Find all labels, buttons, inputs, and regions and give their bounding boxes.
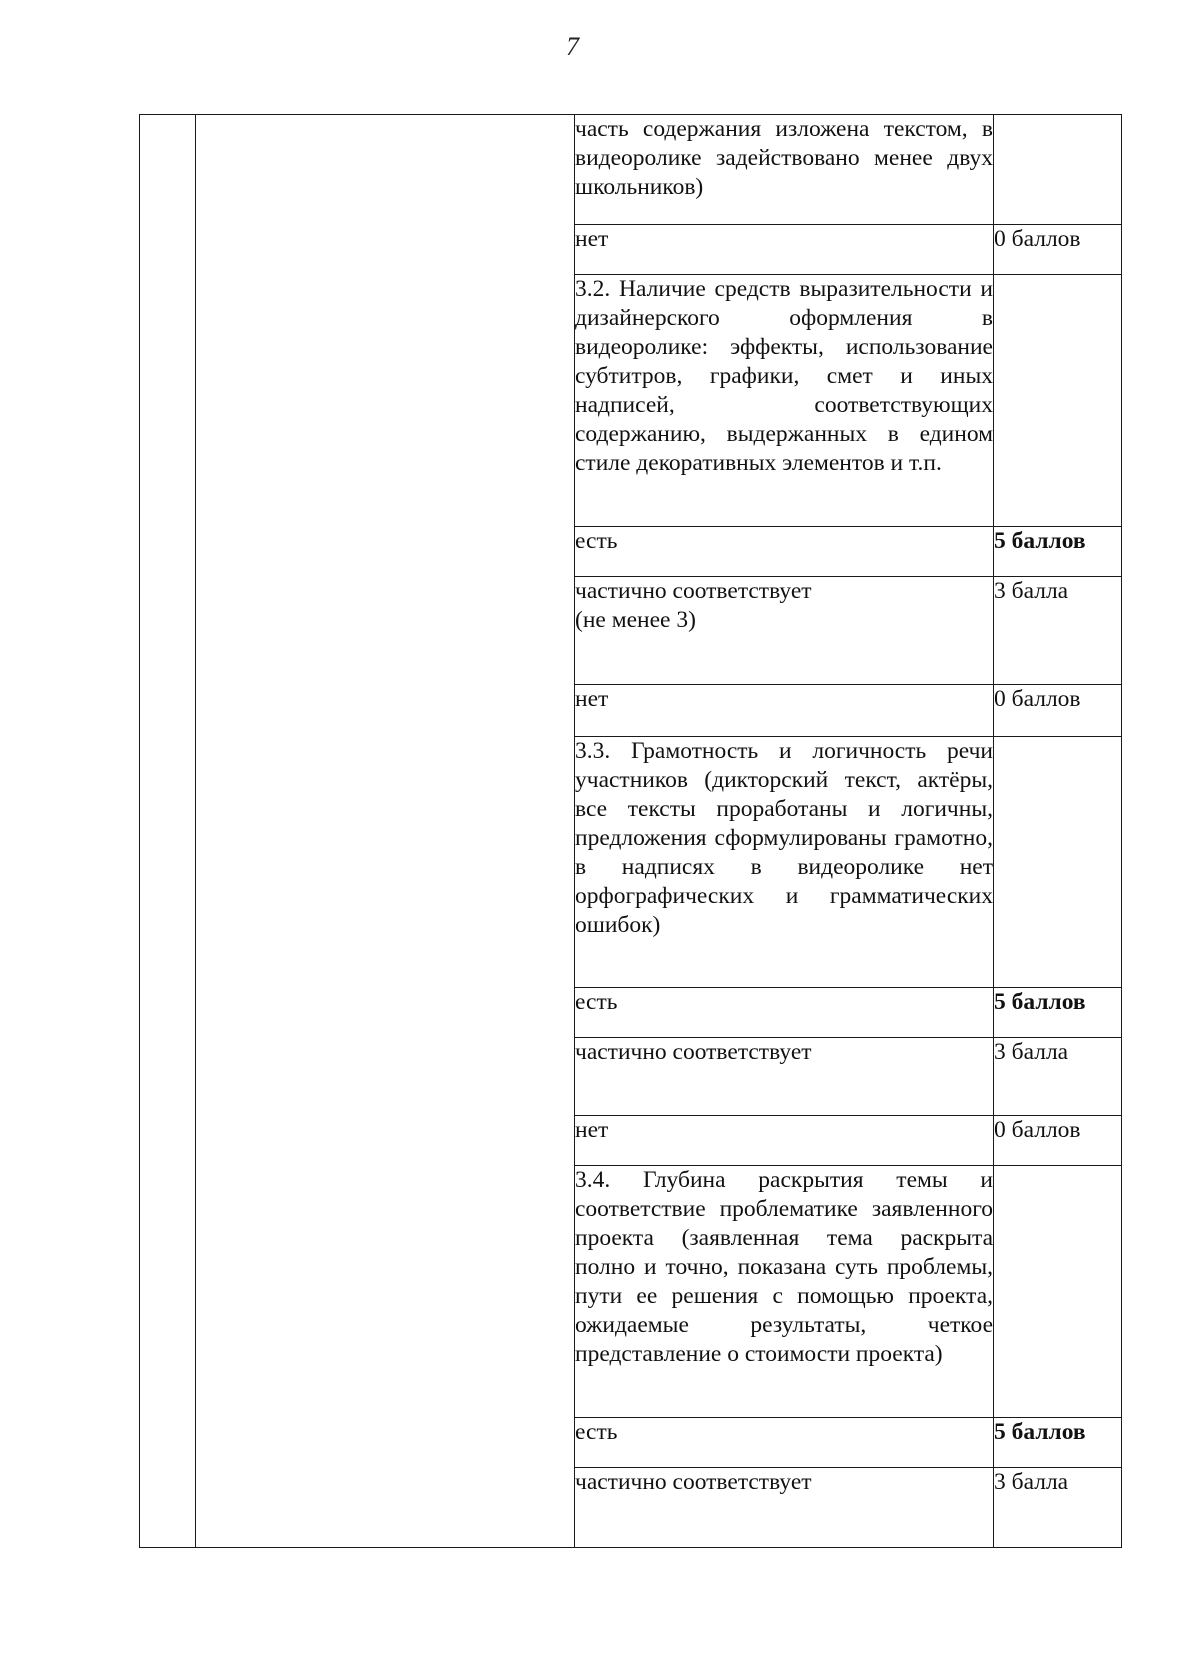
criterion-cell xyxy=(575,1467,994,1547)
score-cell xyxy=(994,1115,1122,1165)
score-cell xyxy=(994,115,1122,225)
score-value: 3 балла xyxy=(994,1468,1069,1495)
criterion-cell xyxy=(575,737,994,987)
criterion-cell xyxy=(575,987,994,1037)
criterion-text: частично соответствует (не менее 3) xyxy=(575,578,812,634)
score-cell xyxy=(994,1037,1122,1115)
criterion-text: 3.2. Наличие средств выразительности и дизайнерского оформления в видеоролике: эффекты, использование субтитров, графики, смет и иных надписей, соответствующих содержанию, выдержанных в едином стиле декоративных элементов и т.п. xyxy=(575,276,993,477)
criterion-text: нет xyxy=(575,1116,609,1143)
score-value: 0 баллов xyxy=(994,686,1081,713)
criterion-text: нет xyxy=(575,226,609,253)
table-row xyxy=(140,115,1122,225)
score-value: 5 баллов xyxy=(994,988,1086,1015)
score-cell xyxy=(994,1417,1122,1467)
score-cell xyxy=(994,1165,1122,1417)
criteria-table xyxy=(139,114,1122,1548)
criterion-cell xyxy=(575,527,994,577)
criterion-text: есть xyxy=(575,988,618,1015)
score-value: 5 баллов xyxy=(994,1418,1086,1445)
score-value: 0 баллов xyxy=(994,1116,1081,1143)
score-cell xyxy=(994,1467,1122,1547)
criteria-table-body xyxy=(140,115,1122,1548)
criterion-text: часть содержания изложена текстом, в видеоролике задействовано менее двух школьников) xyxy=(575,116,993,200)
criterion-text: частично соответствует xyxy=(575,1468,812,1495)
score-value: 5 баллов xyxy=(994,528,1086,555)
criterion-cell xyxy=(575,1165,994,1417)
criterion-cell xyxy=(575,577,994,685)
criterion-cell xyxy=(575,1417,994,1467)
criterion-text: есть xyxy=(575,528,618,555)
criterion-cell xyxy=(575,275,994,527)
score-value: 0 баллов xyxy=(994,226,1081,253)
score-value: 3 балла xyxy=(994,578,1069,605)
criterion-cell xyxy=(575,1115,994,1165)
nomination-column-cell xyxy=(196,115,575,1548)
score-cell xyxy=(994,275,1122,527)
page-number: 7 xyxy=(566,32,579,61)
criterion-text: 3.4. Глубина раскрытия темы и соответствие проблематике заявленного проекта (заявленная тема раскрыта полно и точно, показана суть проблемы, пути ее решения с помощью проекта, ожидаемые результаты, четкое представление о стоимости проекта) xyxy=(575,1166,993,1367)
criterion-text: 3.3. Грамотность и логичность речи участников (дикторский текст, актёры, все тексты проработаны и логичны, предложения сформулированы грамотно, в надписях в видеоролике нет орфографических и грамматических ошибок) xyxy=(575,738,993,939)
index-column-cell xyxy=(140,115,196,1548)
criterion-text: нет xyxy=(575,686,609,713)
score-cell xyxy=(994,225,1122,275)
criterion-cell xyxy=(575,685,994,737)
criterion-text: частично соответствует xyxy=(575,1038,812,1065)
score-cell xyxy=(994,685,1122,737)
criterion-text: есть xyxy=(575,1418,618,1445)
score-cell xyxy=(994,577,1122,685)
score-cell xyxy=(994,987,1122,1037)
criterion-cell xyxy=(575,115,994,225)
criterion-cell xyxy=(575,1037,994,1115)
criterion-cell xyxy=(575,225,994,275)
score-cell xyxy=(994,527,1122,577)
score-cell xyxy=(994,737,1122,987)
score-value: 3 балла xyxy=(994,1038,1069,1065)
